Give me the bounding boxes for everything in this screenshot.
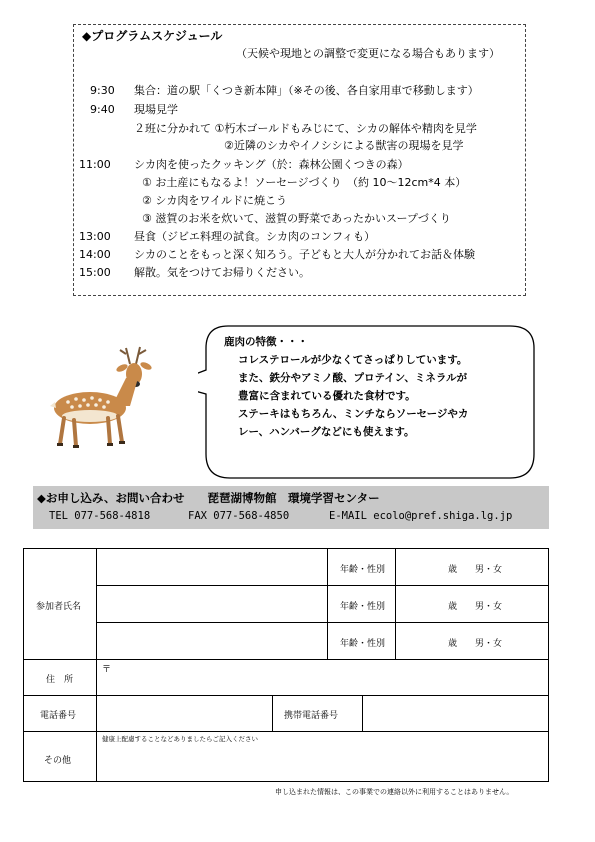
contact-fax: FAX 077-568-4850 [188, 510, 290, 522]
phone-label: 電話番号 [40, 711, 77, 721]
contact-tel: TEL 077-568-4818 [49, 510, 151, 522]
participant-name-field-3[interactable] [97, 623, 326, 658]
address-field[interactable] [97, 660, 548, 694]
application-form [23, 548, 549, 782]
schedule-text: ２班に分かれて ①朽木ゴールドもみじにて、シカの解体や精肉を見学 [134, 122, 477, 135]
address-label: 住 所 [46, 675, 74, 685]
schedule-text: ③ 滋賀のお米を炊いて、滋賀の野菜であったかいスープづくり [142, 212, 451, 225]
bubble-line: コレステロールが少なくてさっぱりしています。 [238, 354, 468, 366]
schedule-text: 解散。気をつけてお帰りください。 [134, 266, 310, 279]
schedule-text: ② シカ肉をワイルドに焼こう [142, 194, 288, 207]
schedule-text: ②近隣のシカやイノシシによる獣害の現場を見学 [224, 139, 464, 152]
postal-mark: 〒 [102, 665, 112, 675]
schedule-title: ◆プログラムスケジュール [82, 29, 223, 43]
privacy-note: 申し込まれた情報は、この事業での連絡以外に利用することはありません。 [275, 788, 514, 796]
schedule-text: 集合：道の駅「くつき新本陣」（※その後、各自家用車で移動します） [134, 84, 479, 97]
contact-heading: ◆お申し込み、お問い合わせ 琵琶湖博物館 環境学習センター [37, 491, 380, 505]
schedule-text: ① お土産にもなるよ！ソーセージづくり （約 10～12cm*4 本） [142, 176, 467, 189]
participant-name-field-1[interactable] [97, 550, 326, 584]
mobile-field[interactable] [363, 696, 548, 730]
schedule-time: 13:00 [79, 230, 111, 243]
schedule-text: シカのことをもっと深く知ろう。子どもと大人が分かれてお話＆体験 [134, 248, 475, 261]
contact-band [33, 486, 549, 529]
form-rule [327, 549, 328, 659]
schedule-time: 14:00 [79, 248, 111, 261]
age-gender-label: 年齢・性別 [340, 565, 386, 575]
schedule-text: シカ肉を使ったクッキング（於：森林公園くつきの森） [134, 158, 409, 171]
deer-illustration [38, 344, 162, 452]
bubble-line: 豊富に含まれている優れた食材です。 [238, 390, 416, 402]
schedule-note: （天候や現地との調整で変更になる場合もあります） [236, 47, 500, 60]
bubble-line: レー、ハンバーグなどにも使えます。 [238, 426, 415, 438]
age-gender-field-1[interactable]: 歳 男・女 [448, 565, 503, 575]
schedule-text: 現場見学 [134, 103, 178, 116]
form-rule [272, 695, 273, 731]
contact-email: E-MAIL ecolo@pref.shiga.lg.jp [329, 510, 513, 522]
schedule-box [73, 24, 526, 296]
schedule-time: 11:00 [79, 158, 111, 171]
schedule-text: 昼食（ジビエ料理の試食。シカ肉のコンフィも） [134, 230, 376, 243]
age-gender-label: 年齢・性別 [340, 602, 386, 612]
other-note: 健康上配慮することなどありましたらご記入ください [102, 735, 258, 743]
phone-field[interactable] [97, 696, 271, 730]
form-rule [395, 549, 396, 659]
schedule-time: 15:00 [79, 266, 111, 279]
age-gender-label: 年齢・性別 [340, 639, 386, 649]
bubble-heading: 鹿肉の特徴・・・ [224, 336, 308, 348]
bubble-line: また、鉄分やアミノ酸、プロテイン、ミネラルが [238, 372, 468, 384]
speech-bubble [198, 322, 538, 482]
age-gender-field-2[interactable]: 歳 男・女 [448, 602, 503, 612]
schedule-time: 9:40 [90, 103, 115, 116]
participant-name-field-2[interactable] [97, 586, 326, 621]
schedule-time: 9:30 [90, 84, 115, 97]
participant-name-label: 参加者氏名 [36, 602, 82, 612]
age-gender-field-3[interactable]: 歳 男・女 [448, 639, 503, 649]
mobile-label: 携帯電話番号 [284, 711, 339, 721]
other-field[interactable] [97, 732, 548, 780]
bubble-line: ステーキはもちろん、ミンチならソーセージやカ [238, 408, 469, 420]
other-label: その他 [44, 756, 72, 766]
